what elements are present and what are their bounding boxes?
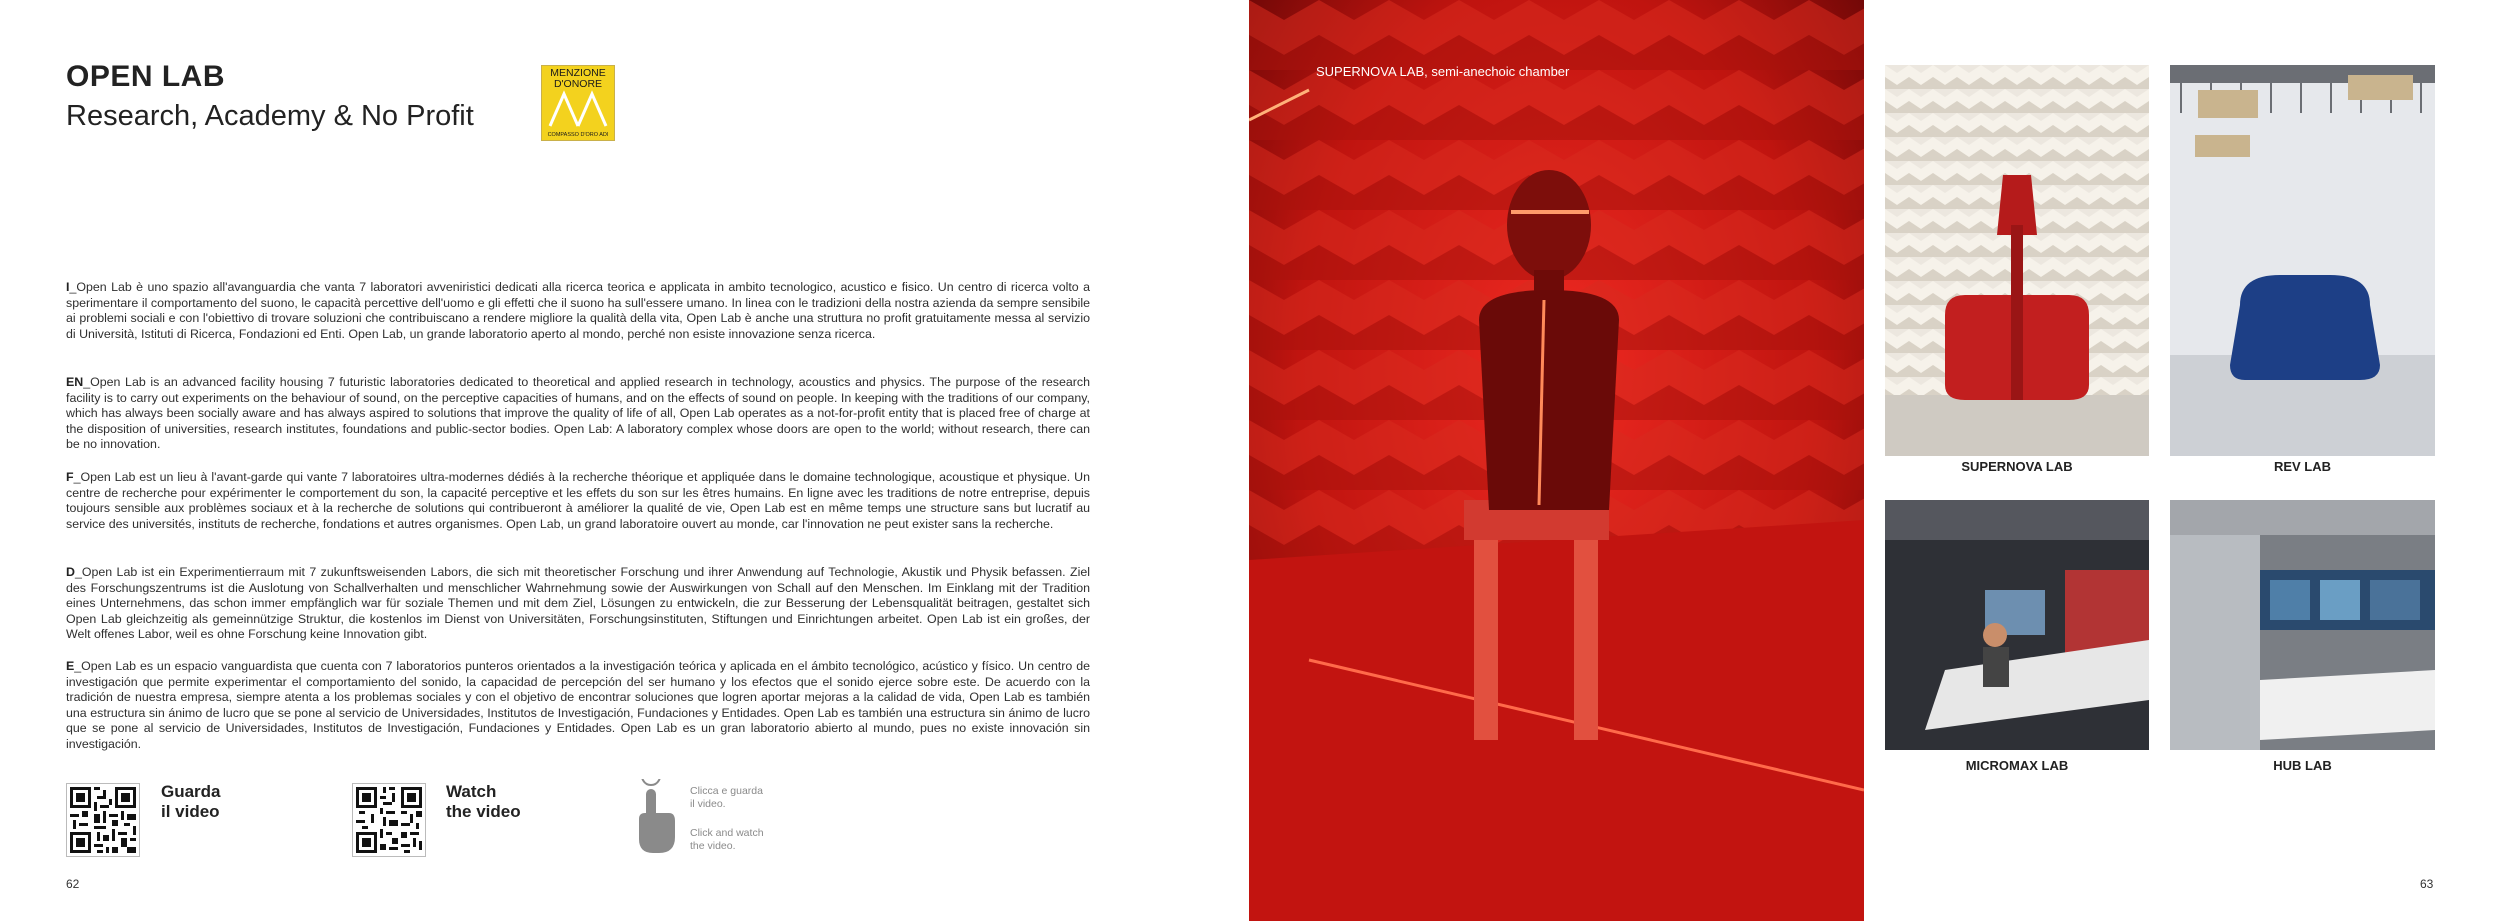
click-hint-en-1: Click and watch [690,827,764,839]
qr-code-english[interactable] [352,783,426,857]
paragraph-german [66,565,1090,643]
badge-bottom-text: COMPASSO D'ORO ADI [547,132,609,138]
hero-caption: SUPERNOVA LAB, semi-anechoic chamber [1316,64,1570,79]
qr-code-icon [353,784,425,856]
thumb-label-micromax: MICROMAX LAB [1965,758,2069,773]
compass-logo-icon [548,90,608,128]
photo-hub-lab [2170,500,2435,750]
badge-line-2: D'ONORE [553,78,603,90]
page-subtitle: Research, Academy & No Profit [66,100,474,132]
photo-supernova-lab [1885,65,2149,456]
paragraph-english [66,375,1090,453]
thumb-label-supernova: SUPERNOVA LAB [1961,459,2073,474]
click-hint-it-2: il video. [690,798,726,810]
lang-code: F [66,470,74,484]
paragraph-spanish [66,659,1090,753]
pointing-hand-icon [633,779,679,860]
hero-photo-supernova-chamber [1249,0,1864,921]
paragraph-text: _Open Lab es un espacio vanguardista que cuenta con 7 laboratorios punteros orientados a la investigación teórica y aplicada en el ámbito tecnológico, acústico y físico. Un centro de investigación que permite experimentar el comportamiento del sonido, la capacidad de percepción del ser humano y los efectos que el sonido ejerce sobre este. De acuerdo con la tradición de nuestra empresa, siempre atenta a los problemas sociales y con el objetivo de encontrar soluciones que logren aportar mejoras a la calidad de vida, Open Lab es también una estructura sin ánimo de lucro que se pone al servicio de Universidades, Institutos de Investigación, Fundaciones y Entidades. Open Lab es también una estructura sin ánimo de lucro que se pone al servicio de Universidades, Institutos de Investigación, Fundaciones y Entidades. Open Lab es un gran laboratorio abierto al mundo, pues no existe innovación sin investigación. [66,659,1090,751]
paragraph-text: _Open Lab is an advanced facility housing 7 futuristic laboratories dedicated to theoretical and applied research in technology, acoustics and physics. The purpose of the research facility is to carry out experiments on the behaviour of sound, on the perceptive capacities of humans, and on the effects of sound on people. In keeping with the traditions of our company, which has always been socially aware and has always aspired to solutions that improve the quality of life of all, Open Lab operates as a not-for-profit entity that is placed free of charge at the disposition of universities, research institutes, foundations and public-sector bodies. Open Lab: A laboratory complex whose doors are open to the world; without research, there can be no innovation. [66,375,1090,452]
badge-line-1: MENZIONE [550,67,606,79]
compasso-doro-badge [541,65,615,141]
click-hint-it-1: Clicca e guarda [690,785,763,797]
lang-code: EN [66,375,84,389]
watch-video-label-1[interactable]: Watch [446,782,497,801]
thumb-label-hub: HUB LAB [2273,758,2332,773]
page-number-left: 62 [66,877,80,891]
thumb-label-rev: REV LAB [2273,459,2332,474]
qr-code-icon [67,784,139,856]
lang-code: I [66,280,70,294]
guarda-video-label-2[interactable]: il video [161,802,220,821]
paragraph-french [66,470,1090,532]
paragraph-text: _Open Lab ist ein Experimentierraum mit 7 zukunftsweisenden Labors, die sich mit theoretischer Forschung und ihrer Anwendung auf Technologie, Akustik und Physik befassen. Ziel des Forschungszentrums ist die Auslotung von Schallverhalten und menschlicher Wahrnehmung sowie der Auswirkungen von Schall auf den Menschen. Im Einklang mit der Tradition eines Unternehmens, das schon immer empfänglich war für soziale Themen und mit dem Ziel, Lösungen zu entwickeln, die zur Besserung der Lebensqualität beitragen, gestaltet sich Open Lab gleichzeitig als gemeinnützige Struktur, die kostenlos im Dienst von Universitäten, Forschungsinstituten, Stiftungen und Einrichtungen arbeitet. Open Lab ist ein großes, der Welt offenes Labor, weil es ohne Forschung keine Innovation gibt. [66,565,1090,642]
lang-code: E [66,659,75,673]
watch-video-label-2[interactable]: the video [446,802,521,821]
page-number-right: 63 [2420,877,2434,891]
paragraph-text: _Open Lab è uno spazio all'avanguardia che vanta 7 laboratori avveniristici dedicati alla ricerca teorica e applicata in ambito tecnologico, acustico e fisico. Un centro di ricerca volto a sperimentare il comportamento del suono, le capacità percettive dell'uomo e gli effetti che il suono ha sull'essere umano. In linea con le tradizioni della nostra azienda da sempre sensibile ai problemi sociali e con l'obiettivo di trovare soluzioni che contribuiscano a rendere migliore la qualità della vita, Open Lab è anche una struttura no profit gratuitamente messa al servizio di Università, Istituti di Ricerca, Fondazioni ed Enti. Open Lab, un grande laboratorio aperto al mondo, perché non esiste innovazione senza ricerca. [66,280,1090,341]
page-title: OPEN LAB [66,60,226,93]
paragraph-italian [66,280,1090,342]
photo-micromax-lab [1885,500,2149,750]
paragraph-text: _Open Lab est un lieu à l'avant-garde qui vante 7 laboratoires ultra-modernes dédiés à la recherche théorique et appliquée dans le domaine technologique, acoustique et physique. Un centre de recherche pour expérimenter le comportement du son, la capacité perceptive et les effets du son sur les êtres humains. En ligne avec les traditions de notre entreprise, depuis toujours sensible aux problèmes sociaux et à la recherche de solutions qui contribueront à améliorer la qualité de vie, Open Lab est en même temps une structure sans but lucratif au service des universités, instituts de recherche, fondations et autres organismes. Open Lab, un grand laboratoire ouvert au monde, car l'innovation ne peut exister sans la recherche. [66,470,1090,531]
qr-code-italian[interactable] [66,783,140,857]
click-hint-en-2: the video. [690,840,736,852]
guarda-video-label-1[interactable]: Guarda [161,782,221,801]
lang-code: D [66,565,75,579]
photo-rev-lab [2170,65,2435,456]
